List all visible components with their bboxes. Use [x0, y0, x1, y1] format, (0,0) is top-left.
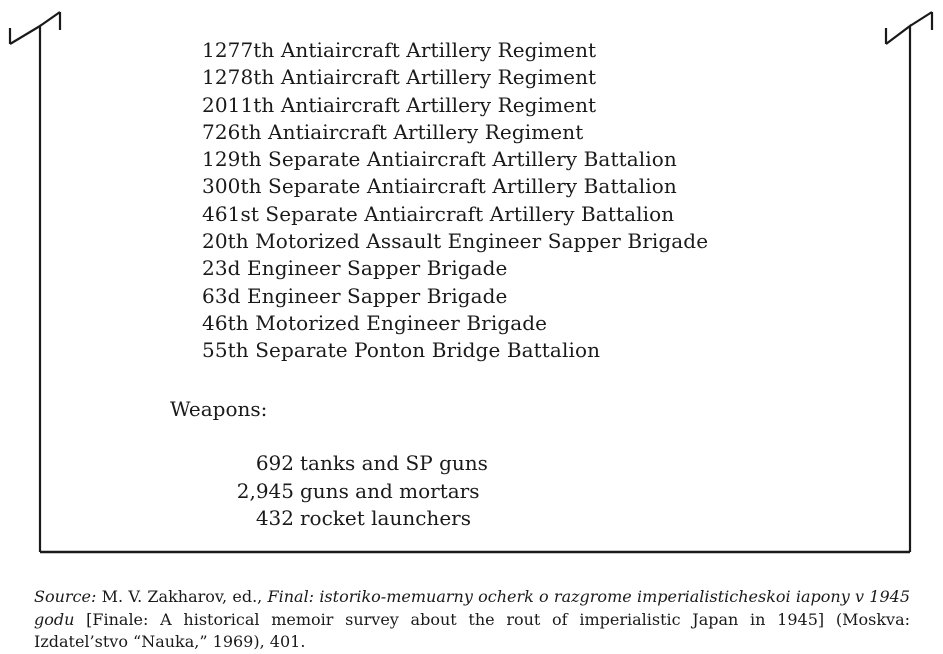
- list-item: 20th Motorized Assault Engineer Sapper Brigade: [202, 229, 709, 254]
- source-details: [Finale: A historical memoir survey about the rout of imperialistic Japan in 1945] (Moskva: Izdatel’stvo “Nauka,” 1969), 401.: [34, 609, 910, 651]
- weapons-list: [200, 450, 488, 533]
- weapon-item: [200, 478, 488, 506]
- weapon-label: guns and mortars: [300, 478, 480, 503]
- source-note: [34, 586, 910, 654]
- source-author: M. V. Zakharov, ed.,: [96, 587, 268, 606]
- weapon-label: tanks and SP guns: [300, 451, 488, 475]
- weapons-heading: Weapons:: [170, 397, 268, 421]
- list-item: 55th Separate Ponton Bridge Battalion: [202, 338, 601, 363]
- weapon-quantity: 432: [255, 506, 294, 530]
- unit-list: [202, 37, 708, 365]
- list-item: 461st Separate Antiaircraft Artillery Battalion: [202, 201, 675, 226]
- list-item: 1277th Antiaircraft Artillery Regiment: [202, 38, 597, 62]
- list-item: 23d Engineer Sapper Brigade: [202, 256, 508, 281]
- list-item: 1278th Antiaircraft Artillery Regiment: [202, 65, 597, 90]
- list-item: 300th Separate Antiaircraft Artillery Battalion: [202, 174, 677, 199]
- source-title: Final: istoriko-memuarny ocherk o razgrome imperialisticheskoi iapony v 1945 godu: [34, 587, 911, 629]
- list-item: 46th Motorized Engineer Brigade: [202, 310, 548, 335]
- list-item: 63d Engineer Sapper Brigade: [202, 283, 508, 308]
- weapon-quantity: 692: [255, 451, 294, 475]
- list-item: 2011th Antiaircraft Artillery Regiment: [202, 92, 597, 117]
- weapon-item: [200, 505, 488, 533]
- weapon-item: [200, 450, 488, 478]
- list-item: 129th Separate Antiaircraft Artillery Battalion: [202, 147, 677, 172]
- weapon-label: rocket launchers: [300, 506, 471, 530]
- weapon-quantity: 2,945: [236, 478, 294, 503]
- source-label: Source:: [34, 587, 97, 606]
- list-item: 726th Antiaircraft Artillery Regiment: [202, 119, 584, 144]
